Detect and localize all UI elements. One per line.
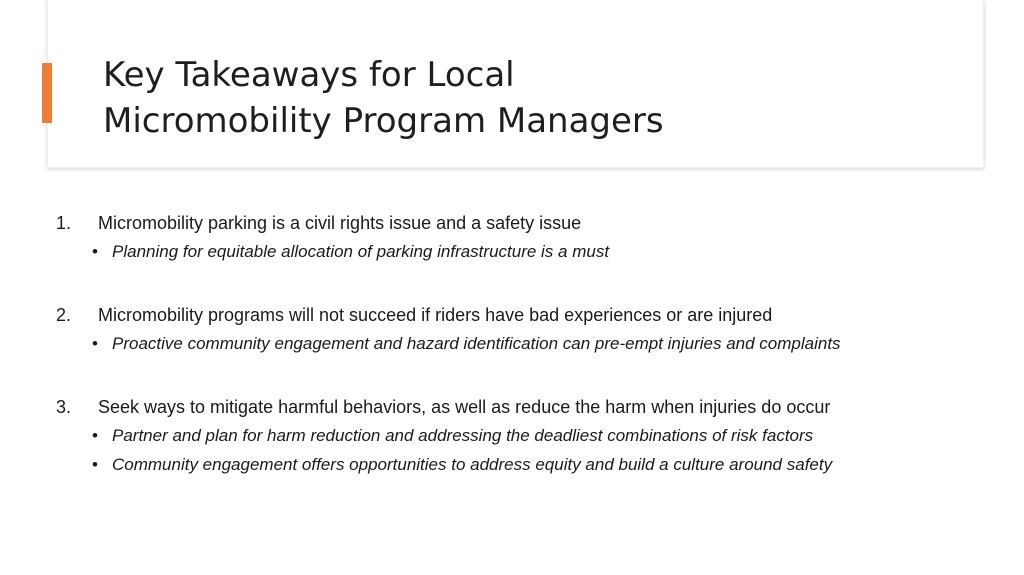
bullet-icon: • [92, 426, 98, 445]
bullet-icon: • [92, 455, 98, 474]
sub-point-text: Proactive community engagement and hazard identification can pre-empt injuries and complaints [112, 334, 841, 353]
sub-point-text: Planning for equitable allocation of parking infrastructure is a must [112, 242, 610, 261]
slide-title-line2: Micromobility Program Managers [103, 101, 664, 141]
item-text: Micromobility parking is a civil rights issue and a safety issue [98, 213, 582, 233]
item-number: 3. [56, 397, 72, 417]
item-text: Micromobility programs will not succeed if riders have bad experiences or are injured [98, 305, 773, 325]
item-number: 2. [56, 305, 72, 325]
item-number: 1. [56, 213, 72, 233]
slide-title-line1: Key Takeaways for Local [103, 55, 515, 95]
item-text: Seek ways to mitigate harmful behaviors, as well as reduce the harm when injuries do occur [98, 397, 831, 417]
bullet-icon: • [92, 242, 98, 261]
sub-point-text: Partner and plan for harm reduction and addressing the deadliest combinations of risk factors [112, 426, 814, 445]
bullet-icon: • [92, 334, 98, 353]
sub-point-text: Community engagement offers opportunities to address equity and build a culture around safety [112, 455, 833, 474]
